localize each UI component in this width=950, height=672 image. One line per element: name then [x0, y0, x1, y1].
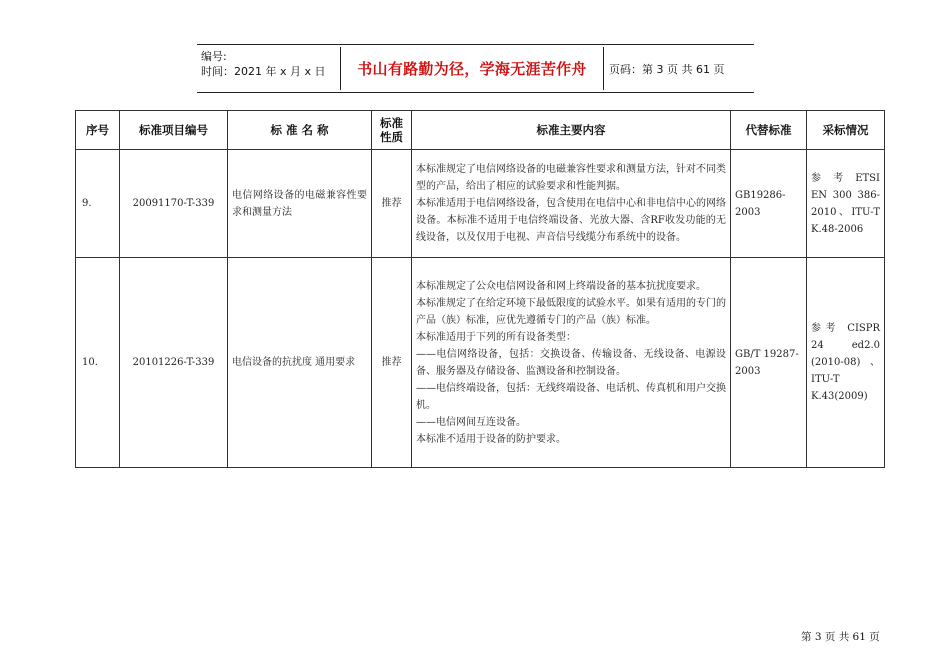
page-footer: 第 3 页 共 61 页	[801, 631, 880, 643]
cell-content	[412, 150, 731, 258]
page-header	[197, 44, 754, 93]
col-header-replaces: 代替标准	[731, 111, 807, 150]
col-header-seq: 序号	[76, 111, 120, 150]
cell-content	[412, 258, 731, 468]
cell-property: 推荐	[372, 258, 412, 468]
page-info: 页码：第 3 页 共 61 页	[609, 63, 725, 76]
table-row	[76, 150, 885, 258]
cell-code: 20101226-T-339	[120, 258, 228, 468]
cell-code: 20091170-T-339	[120, 150, 228, 258]
col-header-content: 标准主要内容	[412, 111, 731, 150]
slogan: 书山有路勤为径，学海无涯苦作舟	[357, 60, 587, 78]
col-header-adoption: 采标情况	[807, 111, 885, 150]
content-paragraph: 本标准规定了电信网络设备的电磁兼容性要求和测量方法，针对不同类型的产品，给出了相应的试验要求和性能判据。	[416, 164, 726, 192]
cell-seq: 9.	[76, 150, 120, 258]
content-paragraph: 本标准规定了公众电信网设备和网上终端设备的基本抗扰度要求。	[416, 280, 706, 292]
cell-adoption: 参考 CISPR 24 ed2.0 (2010-08)、ITU-T K.43(2009)	[807, 258, 885, 468]
content-paragraph: ——电信网络设备，包括：交换设备、传输设备、无线设备、电源设备、服务器及存储设备、监测设备和控制设备。	[416, 348, 726, 377]
col-header-code: 标准项目编号	[120, 111, 228, 150]
content-paragraph: 本标准适用于下列的所有设备类型：	[416, 331, 576, 343]
cell-replaces: GB/T 19287-2003	[731, 258, 807, 468]
table-header-row	[76, 111, 885, 150]
table-row	[76, 258, 885, 468]
slogan-box	[340, 47, 604, 90]
cell-adoption: 参 考 ETSI EN 300 386-2010、ITU-T K.48-2006	[807, 150, 885, 258]
cell-name: 电信网络设备的电磁兼容性要求和测量方法	[228, 150, 372, 258]
standards-table	[75, 110, 885, 468]
col-header-property: 标准 性质	[372, 111, 412, 150]
content-paragraph: 本标准不适用于设备的防护要求。	[416, 433, 566, 445]
content-paragraph: 本标准适用于电信网络设备，包含使用在电信中心和非电信中心的网络设备。本标准不适用于电信终端设备、光放大器、含RF收发功能的无线设备，以及仅用于电视、声音信号线缆分布系统中的设备。	[416, 198, 726, 243]
cell-property: 推荐	[372, 150, 412, 258]
col-header-name: 标 准 名 称	[228, 111, 372, 150]
cell-seq: 10.	[76, 258, 120, 468]
content-paragraph: ——电信终端设备，包括：无线终端设备、电话机、传真机和用户交换机。	[416, 382, 726, 411]
cell-replaces: GB19286-2003	[731, 150, 807, 258]
time-label: 时间：2021 年 x 月 x 日	[201, 65, 326, 78]
content-paragraph: ——电信网间互连设备。	[416, 416, 526, 428]
number-label: 编号:	[201, 50, 227, 63]
content-paragraph: 本标准规定了在给定环境下最低限度的试验水平。如果有适用的专门的产品（族）标准，应优先遵循专门的产品（族）标准。	[416, 297, 726, 326]
header-meta	[201, 49, 341, 79]
cell-name: 电信设备的抗扰度 通用要求	[228, 258, 372, 468]
